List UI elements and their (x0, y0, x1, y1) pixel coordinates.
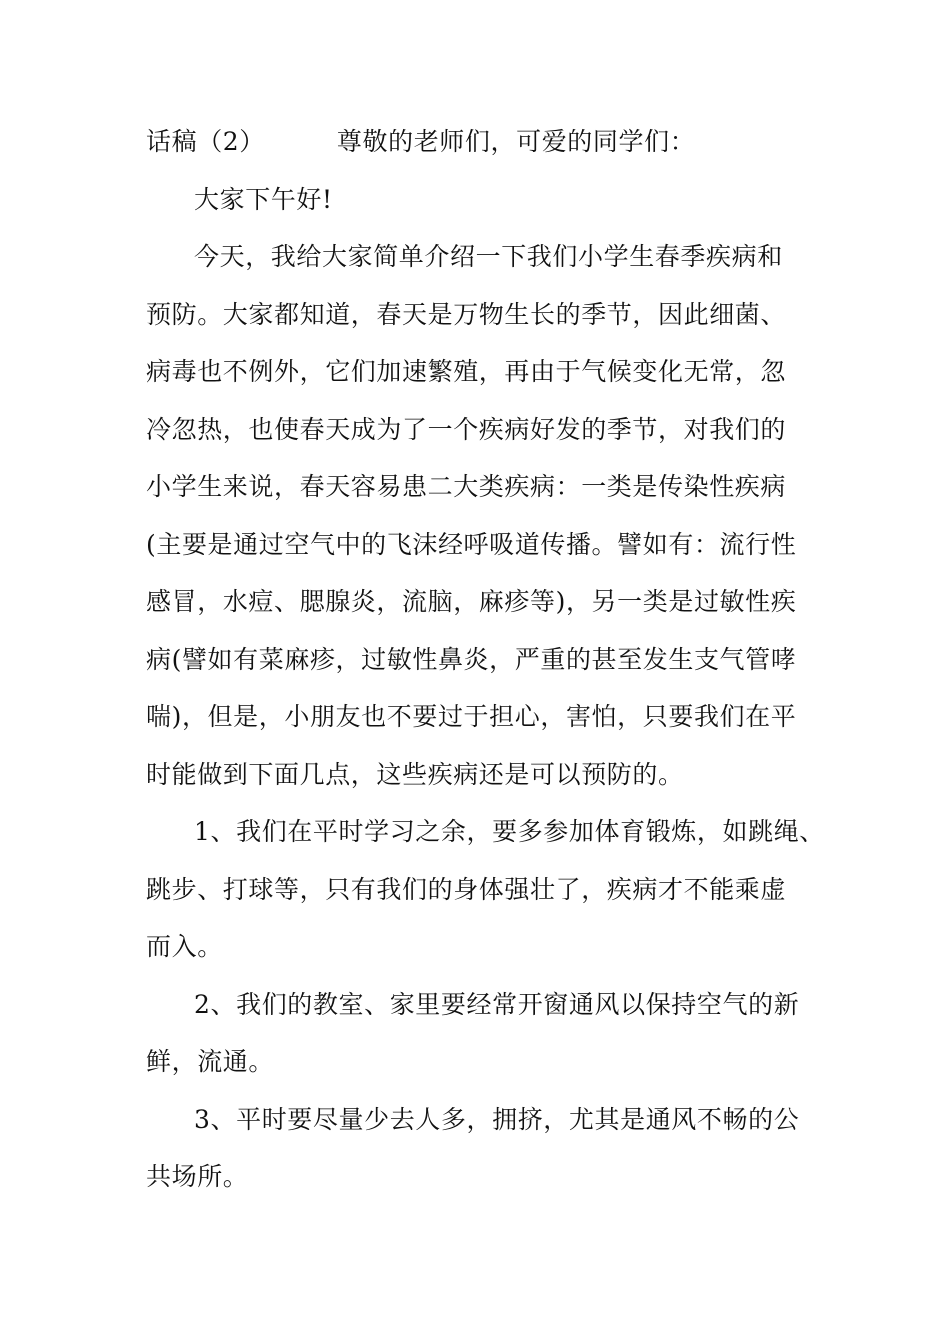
item-1-line-3: 而入。 (146, 932, 223, 961)
paragraph-1-line-8: 病(譬如有菜麻疹，过敏性鼻炎，严重的甚至发生支气管哮 (146, 645, 797, 674)
greeting-line: 大家下午好! (194, 185, 333, 214)
paragraph-1-line-7: 感冒，水痘、腮腺炎，流脑，麻疹等)，另一类是过敏性疾 (146, 587, 797, 616)
heading-line (146, 122, 826, 162)
paragraph-1-line-5: 小学生来说，春天容易患二大类疾病：一类是传染性疾病 (146, 472, 787, 501)
item-2-line-2: 鲜，流通。 (146, 1047, 275, 1076)
heading-right: 尊敬的老师们，可爱的同学们： (336, 127, 696, 156)
paragraph-1-line-10: 时能做到下面几点，这些疾病还是可以预防的。 (146, 760, 684, 789)
paragraph-1-line-6: (主要是通过空气中的飞沫经呼吸道传播。譬如有：流行性 (146, 530, 797, 559)
item-1-line-1: 1、我们在平时学习之余，要多参加体育锻炼，如跳绳、 (194, 817, 825, 846)
item-3-line-2: 共场所。 (146, 1162, 249, 1191)
item-3-line-1: 3、平时要尽量少去人多，拥挤，尤其是通风不畅的公 (194, 1105, 800, 1134)
paragraph-1-line-3: 病毒也不例外，它们加速繁殖，再由于气候变化无常，忽 (146, 357, 787, 386)
paragraph-1-line-2: 预防。大家都知道，春天是万物生长的季节，因此细菌、 (146, 300, 787, 329)
item-1-line-2: 跳步、打球等，只有我们的身体强壮了，疾病才不能乘虚 (146, 875, 787, 904)
paragraph-1-line-4: 冷忽热，也使春天成为了一个疾病好发的季节，对我们的 (146, 415, 787, 444)
item-2-line-1: 2、我们的教室、家里要经常开窗通风以保持空气的新 (194, 990, 800, 1019)
paragraph-1-line-9: 喘)，但是，小朋友也不要过于担心，害怕，只要我们在平 (146, 702, 797, 731)
heading-left: 话稿（2） (146, 127, 265, 156)
paragraph-1-line-1: 今天，我给大家简单介绍一下我们小学生春季疾病和 (194, 242, 783, 271)
